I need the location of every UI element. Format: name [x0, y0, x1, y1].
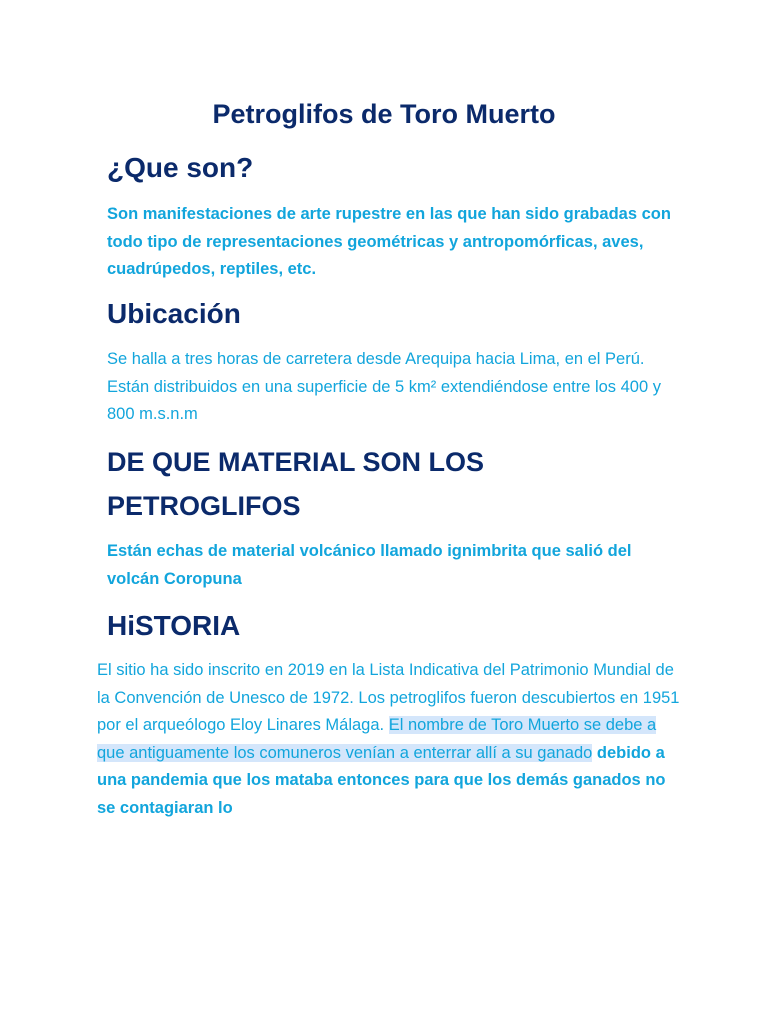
historia-text: El sitio ha sido inscrito en 2019 en la Lista Indicativa del Patrimonio Mundial de la Convención de Unesco de 1972. Los petroglifos fueron descubiertos en 1951 por el arqueólogo Eloy Linares Málaga.	[97, 661, 680, 734]
document-title: Petroglifos de Toro Muerto	[212, 99, 556, 129]
historia-bold-text: debido a una pandemia que los mataba entonces para que los demás ganados no se contagiaran lo	[97, 743, 666, 817]
paragraph-ubicacion: Se halla a tres horas de carretera desde Arequipa hacia Lima, en el Perú. Están distribuidos en una superficie de 5 km² extendiéndose entre los 400 y 800 m.s.n.m	[107, 350, 661, 423]
heading-ubicacion: Ubicación	[107, 298, 241, 329]
paragraph-historia	[97, 657, 682, 822]
heading-material: DE QUE MATERIAL SON LOS PETROGLIFOS	[107, 447, 485, 521]
paragraph-material: Están echas de material volcánico llamado ignimbrita que salió del volcán Coropuna	[107, 542, 632, 588]
heading-que-son: ¿Que son?	[107, 152, 254, 183]
heading-historia: HiSTORIA	[107, 610, 241, 641]
historia-highlighted-text: El nombre de Toro Muerto se debe a que antiguamente los comuneros venían a enterrar allí a su ganado	[97, 716, 657, 762]
paragraph-que-son: Son manifestaciones de arte rupestre en las que han sido grabadas con todo tipo de representaciones geométricas y antropomórficas, aves, cuadrúpedos, reptiles, etc.	[107, 205, 671, 278]
